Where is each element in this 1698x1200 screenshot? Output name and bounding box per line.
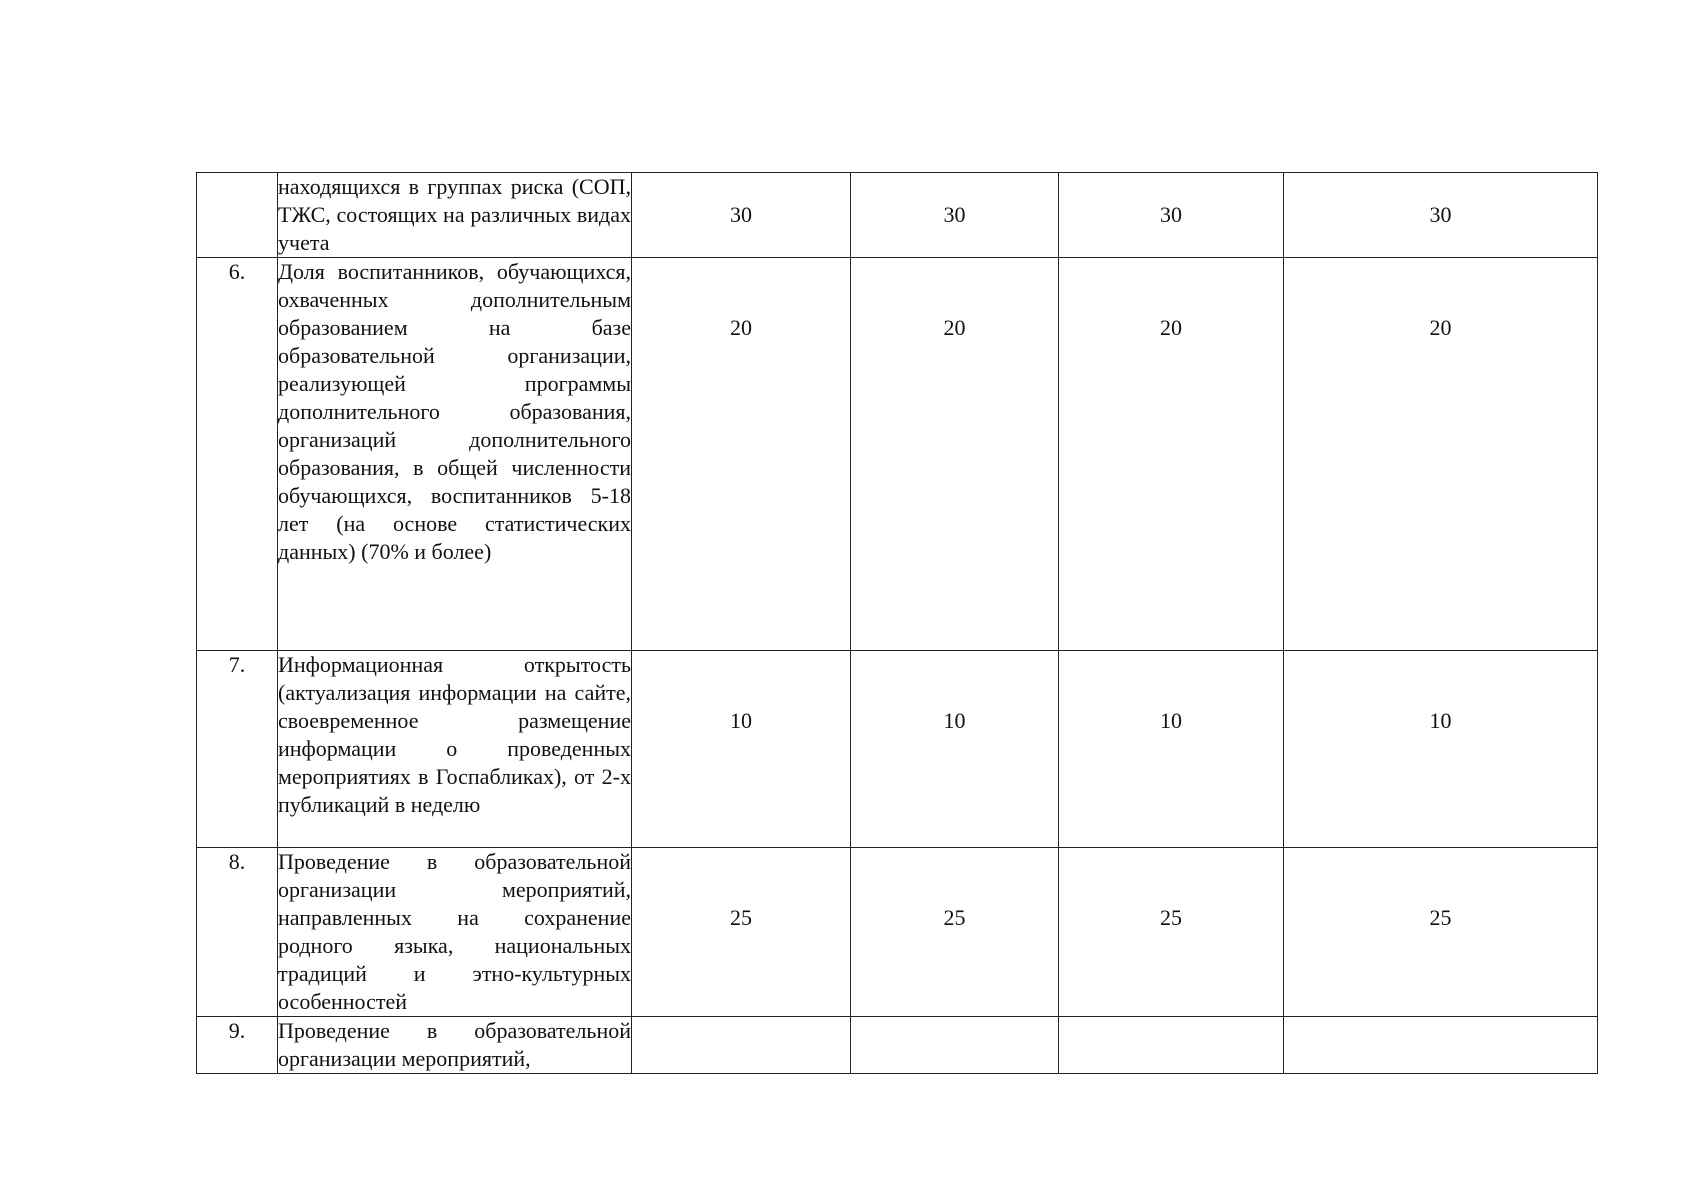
row-value: 30: [943, 202, 966, 227]
table-row: [197, 651, 1598, 848]
row-description: Проведение в образовательной организации мероприятий,: [278, 1017, 632, 1074]
row-value: 10: [1160, 708, 1182, 733]
row-value: 25: [943, 905, 966, 930]
table-row: [197, 258, 1598, 651]
criteria-table: [196, 172, 1598, 1074]
row-value: 30: [1160, 202, 1182, 227]
row-value: 30: [730, 202, 752, 227]
row-number: 8.: [197, 848, 278, 1017]
row-value: 10: [730, 708, 752, 733]
row-value: 20: [943, 315, 966, 340]
row-number: 7.: [197, 651, 278, 848]
row-value: 25: [1429, 905, 1452, 930]
row-number: [197, 173, 278, 258]
row-value: 25: [1160, 905, 1182, 930]
row-value: 10: [943, 708, 966, 733]
table-row: [197, 173, 1598, 258]
row-value: 30: [1429, 202, 1452, 227]
row-value: 20: [1160, 315, 1182, 340]
row-number: 6.: [197, 258, 278, 651]
row-number: 9.: [197, 1017, 278, 1074]
row-value: 10: [1429, 708, 1452, 733]
row-description: Проведение в образовательной организации мероприятий, направленных на сохранение родного языка, национальных традиций и этно-культурных особенностей: [278, 848, 632, 1017]
row-value: 20: [730, 315, 752, 340]
row-value: 25: [730, 905, 752, 930]
table-row: [197, 1017, 1598, 1074]
row-description: Доля воспитанников, обучающихся, охваченных дополнительным образованием на базе образовательной организации, реализующей программы дополнительного образования, организаций дополнительного образования, в общей численности обучающихся, воспитанников 5-18 лет (на основе статистических данных) (70% и более): [278, 258, 632, 651]
row-description: находящихся в группах риска (СОП, ТЖС, состоящих на различных видах учета: [278, 173, 632, 258]
row-description: Информационная открытость (актуализация информации на сайте, своевременное размещение информации о проведенных мероприятиях в Госпабликах), от 2-х публикаций в неделю: [278, 651, 632, 848]
table-row: [197, 848, 1598, 1017]
row-value: 20: [1429, 315, 1452, 340]
